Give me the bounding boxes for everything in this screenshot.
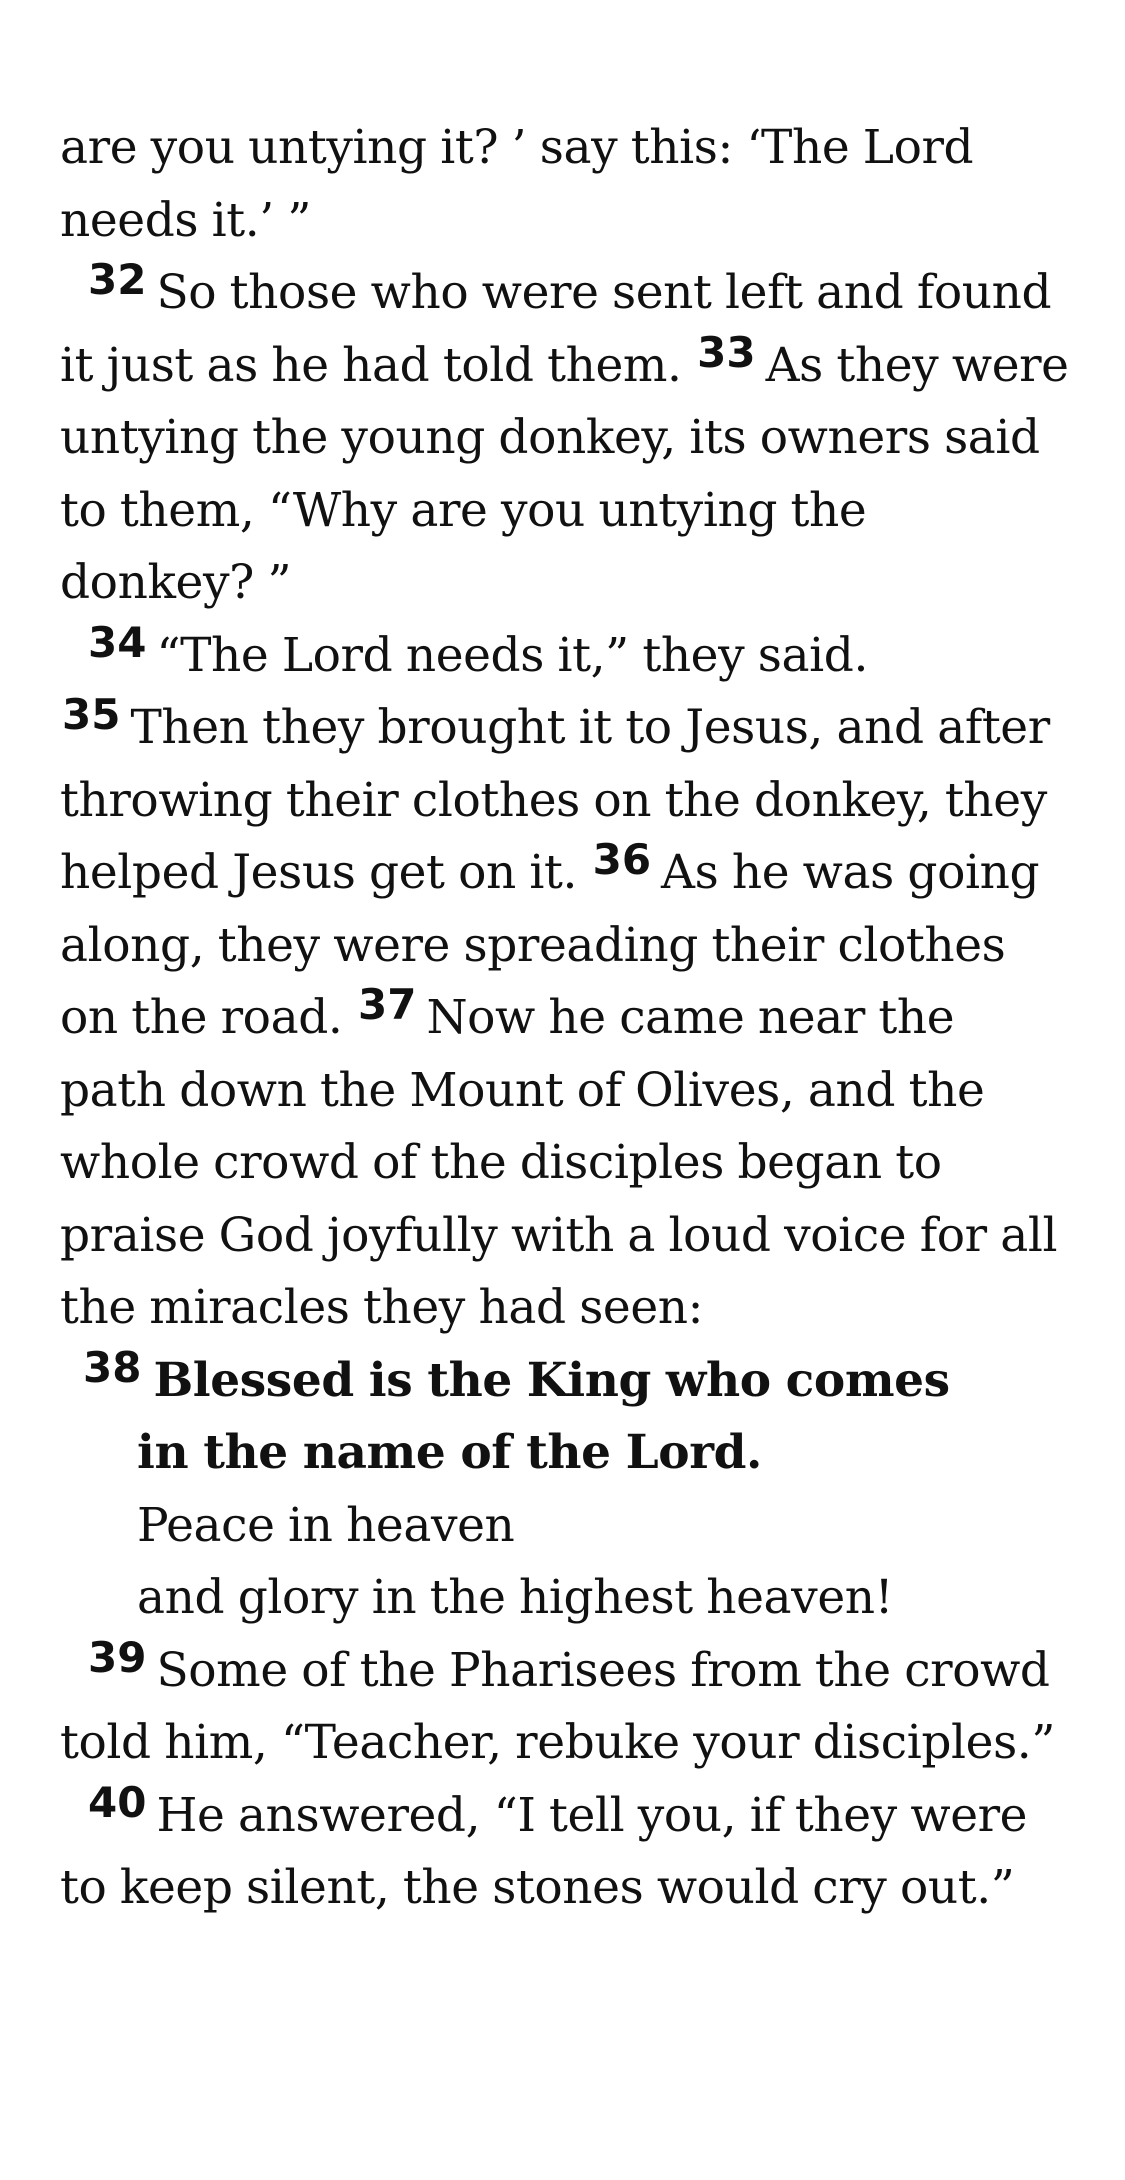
paragraph-34-37 bbox=[60, 617, 1070, 1345]
paragraph-39 bbox=[60, 1632, 1070, 1780]
verse-38-line-1: Blessed is the King who comes bbox=[153, 1352, 950, 1408]
verse-32-text: So those who were sent left and found it just as he had told them. bbox=[60, 265, 1052, 393]
scripture-text bbox=[60, 112, 1070, 1925]
verse-number-38: 38 bbox=[83, 1342, 142, 1392]
verse-number-36: 36 bbox=[592, 835, 652, 884]
verse-number-39: 39 bbox=[88, 1632, 147, 1682]
verse-34-text: “The Lord needs it,” they said. bbox=[156, 627, 868, 683]
paragraph-32-33 bbox=[60, 257, 1070, 620]
poetry-line-4: and glory in the highest heaven! bbox=[137, 1570, 894, 1625]
verse-continuation bbox=[60, 112, 1070, 257]
verse-40-text: He answered, “I tell you, if they were to keep silent, the stones would cry out.” bbox=[60, 1787, 1028, 1915]
verse-number-37: 37 bbox=[357, 980, 417, 1029]
verse-36-text: As he was going along, they were spreading their clothes on the road. bbox=[60, 845, 1040, 1045]
verse-35-text: Then they brought it to Jesus, and after throwing their clothes on the donkey, they helped Jesus get on it. bbox=[60, 700, 1050, 900]
verse-number-35: 35 bbox=[62, 690, 121, 739]
poetry-line-2: in the name of the Lord. bbox=[137, 1425, 763, 1480]
verse-number-40: 40 bbox=[88, 1777, 147, 1827]
verse-39-text: Some of the Pharisees from the crowd told him, “Teacher, rebuke your disciples.” bbox=[60, 1642, 1055, 1770]
poetry-line-1 bbox=[60, 1342, 1070, 1418]
verse-number-32: 32 bbox=[88, 255, 147, 304]
paragraph-40 bbox=[60, 1777, 1070, 1925]
verse-33-text: As they were untying the young donkey, its owners said to them, “Why are you untying the donkey? ” bbox=[60, 337, 1069, 610]
verse-37-text: Now he came near the path down the Mount of Olives, and the whole crowd of the disciples began to praise God joyfully with a loud voice for all the miracles they had seen: bbox=[60, 990, 1058, 1335]
verse-number-34: 34 bbox=[88, 617, 147, 667]
poetry-block-38 bbox=[60, 1342, 1070, 1635]
poetry-line-3: Peace in heaven bbox=[137, 1497, 515, 1553]
verse-31-end-text: are you untying it? ’ say this: ‘The Lord needs it.’ ” bbox=[60, 120, 974, 248]
verse-number-33: 33 bbox=[697, 327, 756, 377]
